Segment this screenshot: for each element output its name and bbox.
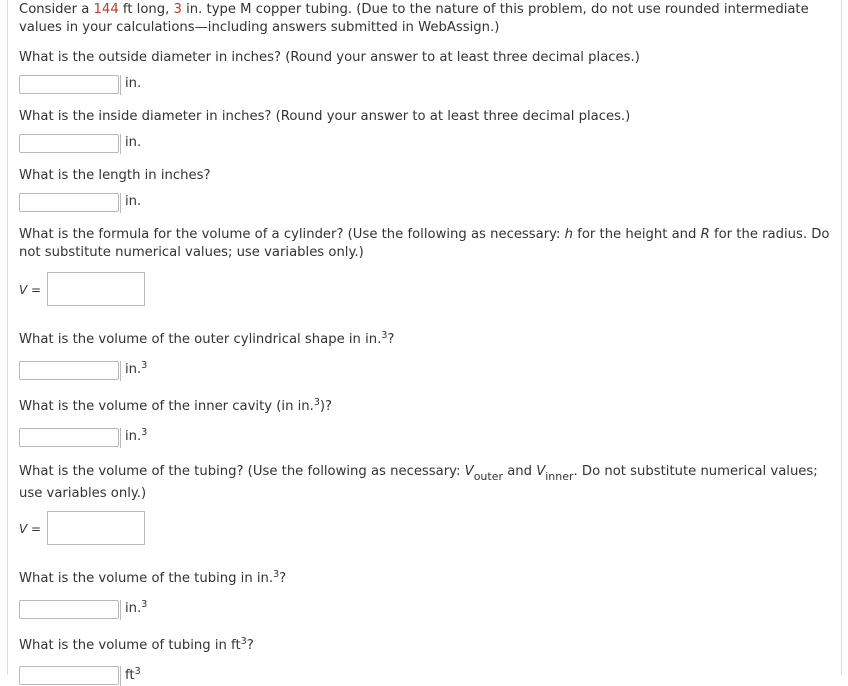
problem-intro <box>19 1 809 37</box>
outside-diameter-input[interactable] <box>19 75 119 94</box>
question-inner-volume: What is the volume of the inner cavity (in in.$^3$)? <box>19 397 333 414</box>
question-tubing-volume-formula: What is the volume of the tubing? (Use the following as necessary: $V_{outer}$ and $V_{inner}$. Do not substitute numerical values; use variables only.) <box>19 464 818 501</box>
question-tubing-volume-ft3: What is the volume of tubing in $ft^3$? <box>19 636 254 653</box>
question-outside-diameter: What is the outside diameter in inches? (Round your answer to at least three decimal places.) <box>19 50 640 65</box>
question-tubing-volume-in3: What is the volume of the tubing in in.$^3$? <box>19 569 287 586</box>
tubing-volume-formula-input[interactable] <box>47 511 145 545</box>
outer-volume-input[interactable] <box>19 361 119 380</box>
size-value: 3 <box>173 2 182 17</box>
question-inside-diameter: What is the inside diameter in inches? (Round your answer to at least three decimal places.) <box>19 109 631 124</box>
unit-label: in. <box>125 194 142 209</box>
question-length: What is the length in inches? <box>19 168 211 183</box>
variable-h: h <box>564 227 574 242</box>
unit-label: $ft^3$ <box>125 666 141 683</box>
unit-label: in. <box>125 76 142 91</box>
inside-diameter-input[interactable] <box>19 134 119 153</box>
equation-label: V = <box>19 283 42 297</box>
cylinder-volume-formula-input[interactable] <box>47 272 145 306</box>
tubing-volume-in3-input[interactable] <box>19 600 119 619</box>
intro-text-line2: values in your calculations—including answers submitted in WebAssign.) <box>19 20 500 35</box>
length-input[interactable] <box>19 193 119 212</box>
equation-label: V = <box>19 522 42 536</box>
variable-r: R <box>700 227 710 242</box>
subscript-outer: outer <box>473 470 504 483</box>
tubing-volume-ft3-input[interactable] <box>19 666 119 685</box>
unit-label: in.$^3$ <box>125 599 148 616</box>
unit-label: in. <box>125 135 142 150</box>
intro-text: ft long, <box>118 2 174 17</box>
intro-text: in. type M copper tubing. (Due to the nature of this problem, do not use rounded intermediate <box>181 2 809 17</box>
unit-label: in.$^3$ <box>125 427 148 444</box>
inner-volume-input[interactable] <box>19 428 119 447</box>
question-outer-volume: What is the volume of the outer cylindrical shape in in.$^3$? <box>19 330 395 347</box>
intro-text: Consider a <box>19 2 94 17</box>
unit-label: in.$^3$ <box>125 360 148 377</box>
question-cylinder-formula: What is the formula for the volume of a cylinder? (Use the following as necessary: h for the height and R for the radius. Do not substitute numerical values; use variables only.) <box>19 227 830 260</box>
length-value: 144 <box>93 2 119 17</box>
subscript-inner: inner <box>545 470 574 483</box>
